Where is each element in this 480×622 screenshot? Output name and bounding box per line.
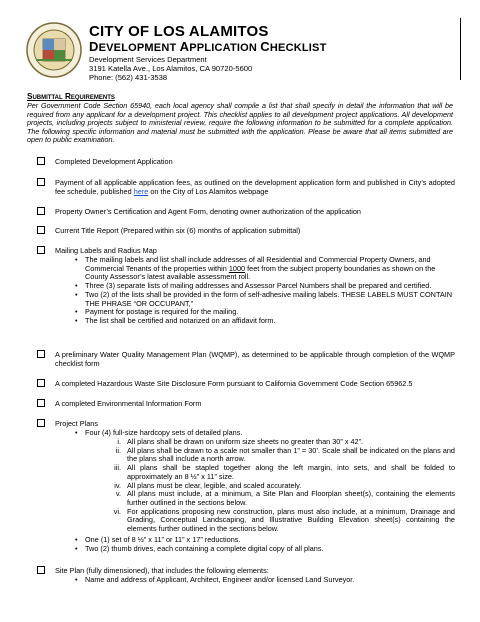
checkbox[interactable] <box>37 419 45 427</box>
list-item: iii. All plans shall be stapled together along the left margin, into sets, and shall be folded to approximately an 8 ½” x 11” size. <box>114 463 455 481</box>
intro-paragraph: Per Government Code Section 65940, each local agency shall compile a list that shall specify in detail the information that will be required from any applicant for a development project. This checklist applies to all development project applications. All development projects, including projects subject to ministerial review, require the following information to be submitted for a complete application. The following specific information and material must be submitted with the application. Please be aware that all items submitted are open to public examination. <box>27 101 453 145</box>
item-text: Payment of all applicable application fees, as outlined on the development application form and published in City’s adopted fee schedule, published here on the City of Los Alamitos webpage <box>55 178 455 196</box>
fee-schedule-link[interactable]: here <box>133 186 149 196</box>
checkbox[interactable] <box>37 350 45 358</box>
checkbox[interactable] <box>37 207 45 215</box>
plans-requirements <box>113 437 455 534</box>
item-text: A completed Environmental Information Form <box>55 399 202 408</box>
checkbox[interactable] <box>37 157 45 165</box>
checkbox[interactable] <box>37 566 45 574</box>
item-text: Completed Development Application <box>55 157 173 166</box>
list-item: • The list shall be certified and notarized on an affidavit form. <box>75 315 276 325</box>
item-text: A preliminary Water Quality Management Plan (WQMP), as determined to be applicable through completion of the WQMP checklist form <box>55 350 455 368</box>
department-address: 3191 Katella Ave., Los Alamitos, CA 90720-5600 <box>89 64 253 73</box>
list-item: • Two (2) thumb drives, each containing a complete digital copy of all plans. <box>75 543 324 553</box>
list-item: • Payment for postage is required for the mailing. <box>75 307 239 317</box>
city-name: CITY OF LOS ALAMITOS <box>89 23 269 40</box>
item-text: A completed Hazardous Waste Site Disclosure Form pursuant to California Government Code Section 65962.5 <box>55 379 413 388</box>
checkbox[interactable] <box>37 379 45 387</box>
item-text: Mailing Labels and Radius Map <box>55 246 157 255</box>
list-item: • Four (4) full-size hardcopy sets of detailed plans. <box>75 428 243 437</box>
checkbox[interactable] <box>37 178 45 186</box>
site-plan-bullets <box>75 575 455 585</box>
department-name: Development Services Department <box>89 55 207 64</box>
list-item: iv. All plans must be clear, legible, and scaled accurately. <box>114 480 302 490</box>
list-item: v. All plans must include, at a minimum, a Site Plan and Floorplan sheet(s), containing the elements further outlined in the sections below. <box>115 489 455 507</box>
list-item: • Three (3) separate lists of mailing addresses and Assessor Parcel Numbers shall be prepared and certified. <box>75 281 432 291</box>
header-rule <box>460 18 461 80</box>
list-item: ii. All plans shall be drawn to a scale not smaller than 1” = 30’. Scale shall be indicated on the plans and the plans shall include a north arrow. <box>115 445 455 464</box>
section-heading: Submittal Requirements <box>27 92 115 101</box>
document-title: DEVELOPMENT APPLICATION CHECKLIST <box>89 39 327 54</box>
item-text: Property Owner’s Certification and Agent Form, denoting owner authorization of the application <box>55 207 361 216</box>
checkbox[interactable] <box>37 399 45 407</box>
list-item: • Name and address of Applicant, Architect, Engineer and/or licensed Land Surveyor. <box>75 575 355 584</box>
mailing-bullets <box>75 255 455 326</box>
checkbox[interactable] <box>37 226 45 234</box>
item-text: Current Title Report (Prepared within six (6) months of application submittal) <box>55 226 301 235</box>
list-item: i. All plans shall be drawn on uniform size sheets no greater than 30” x 42”. <box>117 437 364 446</box>
item-text: Project Plans <box>55 419 98 428</box>
city-seal-logo <box>26 22 82 78</box>
plans-bullets-2 <box>75 535 455 553</box>
list-item: • One (1) set of 8 ½” x 11” or 11” x 17” reductions. <box>75 535 241 544</box>
checkbox[interactable] <box>37 246 45 254</box>
list-item: • Two (2) of the lists shall be provided in the form of self-adhesive mailing labels. THESE LABELS MUST CONTAIN THE PHRASE “OR OCCUPANT,” <box>75 289 453 308</box>
item-text: Site Plan (fully dimensioned), that includes the following elements: <box>55 566 269 575</box>
department-phone: Phone: (562) 431-3538 <box>89 73 168 82</box>
list-item: vi. For applications proposing new construction, plans must also include, at a minimum, Drainage and Grading, Conceptual Landscaping, and Illustrative Building Elevation sheet(s) containing the elements further outlined in the sections below. <box>113 506 455 534</box>
list-item: • The mailing labels and list shall include addresses of all Residential and Commercial Property Owners, and Commercial Tenants of the properties within 1000 feet from the subject property boundaries as shown on the County Assessor’s latest available assessment roll. <box>75 255 436 282</box>
